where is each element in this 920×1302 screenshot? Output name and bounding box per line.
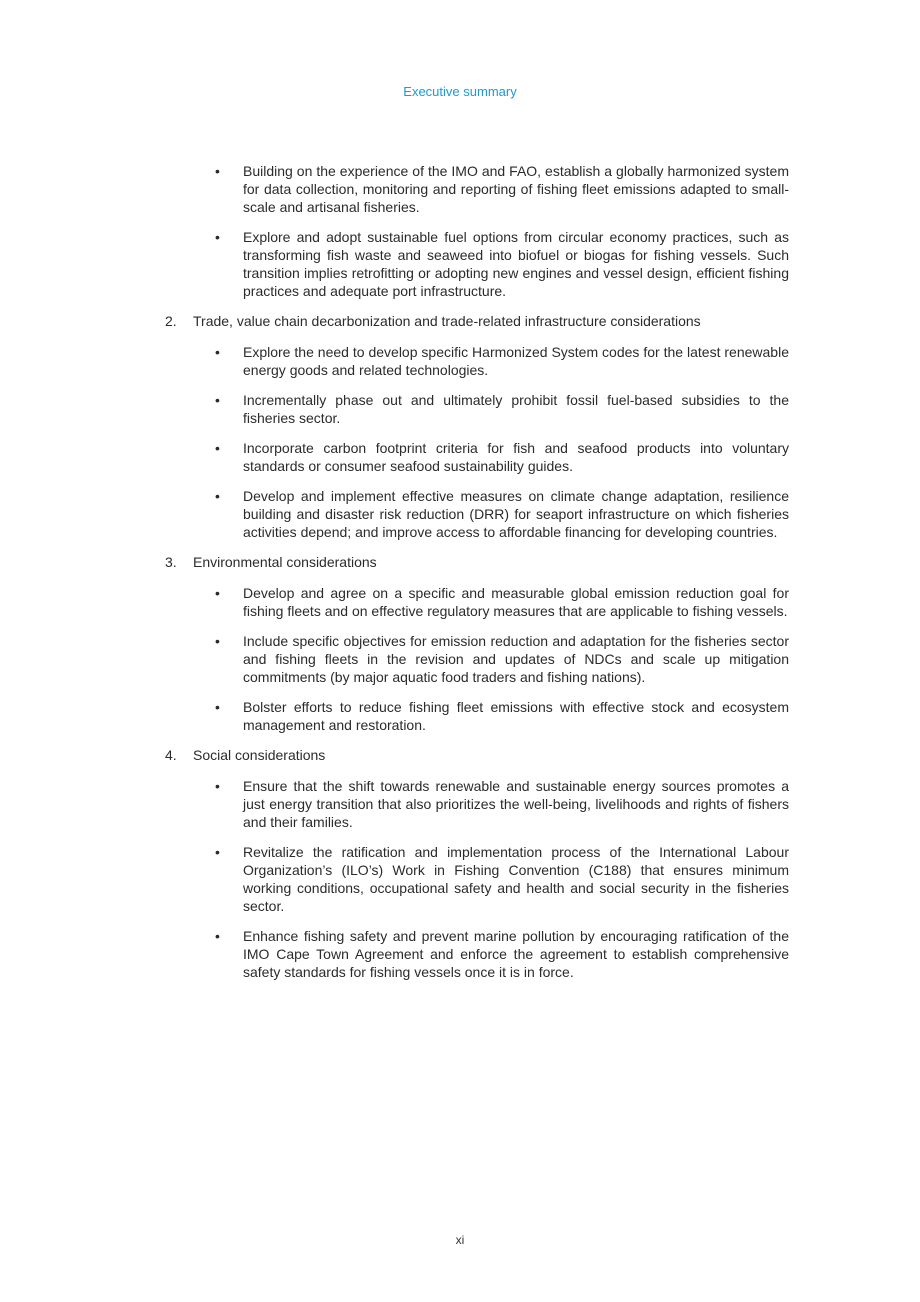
- bullet-text: Explore and adopt sustainable fuel options from circular economy practices, such as transforming fish waste and seaweed into biofuel or biogas for fishing vessels. Such transition implies retrofitting or adopting new engines and vessel design, efficient fishing practices and adequate port infrastructure.: [243, 229, 789, 299]
- bullet-text: Ensure that the shift towards renewable and sustainable energy sources promotes a just energy transition that also prioritizes the well-being, livelihoods and rights of fishers and their families.: [243, 778, 789, 830]
- bullet-text: Bolster efforts to reduce fishing fleet emissions with effective stock and ecosystem management and restoration.: [243, 699, 789, 733]
- bullet-icon: •: [215, 633, 220, 649]
- intro-bullet-list: [165, 162, 789, 300]
- bullet-icon: •: [215, 488, 220, 504]
- bullet-icon: •: [215, 844, 220, 860]
- bullet-text: Explore the need to develop specific Harmonized System codes for the latest renewable energy goods and related technologies.: [243, 344, 789, 378]
- section-heading: [165, 553, 789, 571]
- bullet-icon: •: [215, 440, 220, 456]
- list-item: [165, 698, 789, 734]
- list-item: [165, 391, 789, 427]
- bullet-text: Revitalize the ratification and implementation process of the International Labour Organization’s (ILO’s) Work in Fishing Convention (C188) that ensures minimum working conditions, occupational safety and health and social security in the fisheries sector.: [243, 844, 789, 914]
- list-item: [165, 927, 789, 981]
- list-item: [165, 632, 789, 686]
- bullet-icon: •: [215, 392, 220, 408]
- list-item: [165, 343, 789, 379]
- section-trade: [165, 312, 789, 541]
- running-header: Executive summary: [403, 84, 517, 99]
- bullet-text: Incorporate carbon footprint criteria for fish and seafood products into voluntary standards or consumer seafood sustainability guides.: [243, 440, 789, 474]
- bullet-icon: •: [215, 229, 220, 245]
- section-environmental: [165, 553, 789, 734]
- list-item: [165, 584, 789, 620]
- bullet-icon: •: [215, 778, 220, 794]
- section-number: 4.: [165, 747, 177, 763]
- bullet-text: Develop and agree on a specific and measurable global emission reduction goal for fishing fleets and on effective regulatory measures that are applicable to fishing vessels.: [243, 585, 789, 619]
- page-content: [165, 162, 789, 993]
- list-item: [165, 487, 789, 541]
- section-title: Social considerations: [193, 747, 326, 763]
- bullet-icon: •: [215, 163, 220, 179]
- list-item: [165, 843, 789, 915]
- bullet-text: Develop and implement effective measures on climate change adaptation, resilience building and disaster risk reduction (DRR) for seaport infrastructure on which fisheries activities depend; and improve access to affordable financing for developing countries.: [243, 488, 789, 540]
- section-heading: [165, 746, 789, 764]
- bullet-text: Include specific objectives for emission reduction and adaptation for the fisheries sector and fishing fleets in the revision and updates of NDCs and scale up mitigation commitments (by major aquatic food traders and fishing nations).: [243, 633, 789, 685]
- bullet-icon: •: [215, 699, 220, 715]
- section-social: [165, 746, 789, 981]
- bullet-text: Incrementally phase out and ultimately prohibit fossil fuel-based subsidies to the fisheries sector.: [243, 392, 789, 426]
- section-number: 2.: [165, 313, 177, 329]
- bullet-icon: •: [215, 928, 220, 944]
- list-item: [165, 777, 789, 831]
- list-item: [165, 439, 789, 475]
- section-title: Trade, value chain decarbonization and trade-related infrastructure considerations: [193, 313, 701, 329]
- bullet-icon: •: [215, 585, 220, 601]
- bullet-text: Building on the experience of the IMO and FAO, establish a globally harmonized system for data collection, monitoring and reporting of fishing fleet emissions adapted to small-scale and artisanal fisheries.: [243, 163, 789, 215]
- bullet-text: Enhance fishing safety and prevent marine pollution by encouraging ratification of the IMO Cape Town Agreement and enforce the agreement to establish comprehensive safety standards for fishing vessels once it is in force.: [243, 928, 789, 980]
- section-bullet-list: [165, 584, 789, 734]
- section-bullet-list: [165, 343, 789, 541]
- bullet-icon: •: [215, 344, 220, 360]
- list-item: [165, 228, 789, 300]
- section-bullet-list: [165, 777, 789, 981]
- section-number: 3.: [165, 554, 177, 570]
- page-number: xi: [455, 1233, 465, 1247]
- list-item: [165, 162, 789, 216]
- section-heading: [165, 312, 789, 330]
- section-title: Environmental considerations: [193, 554, 377, 570]
